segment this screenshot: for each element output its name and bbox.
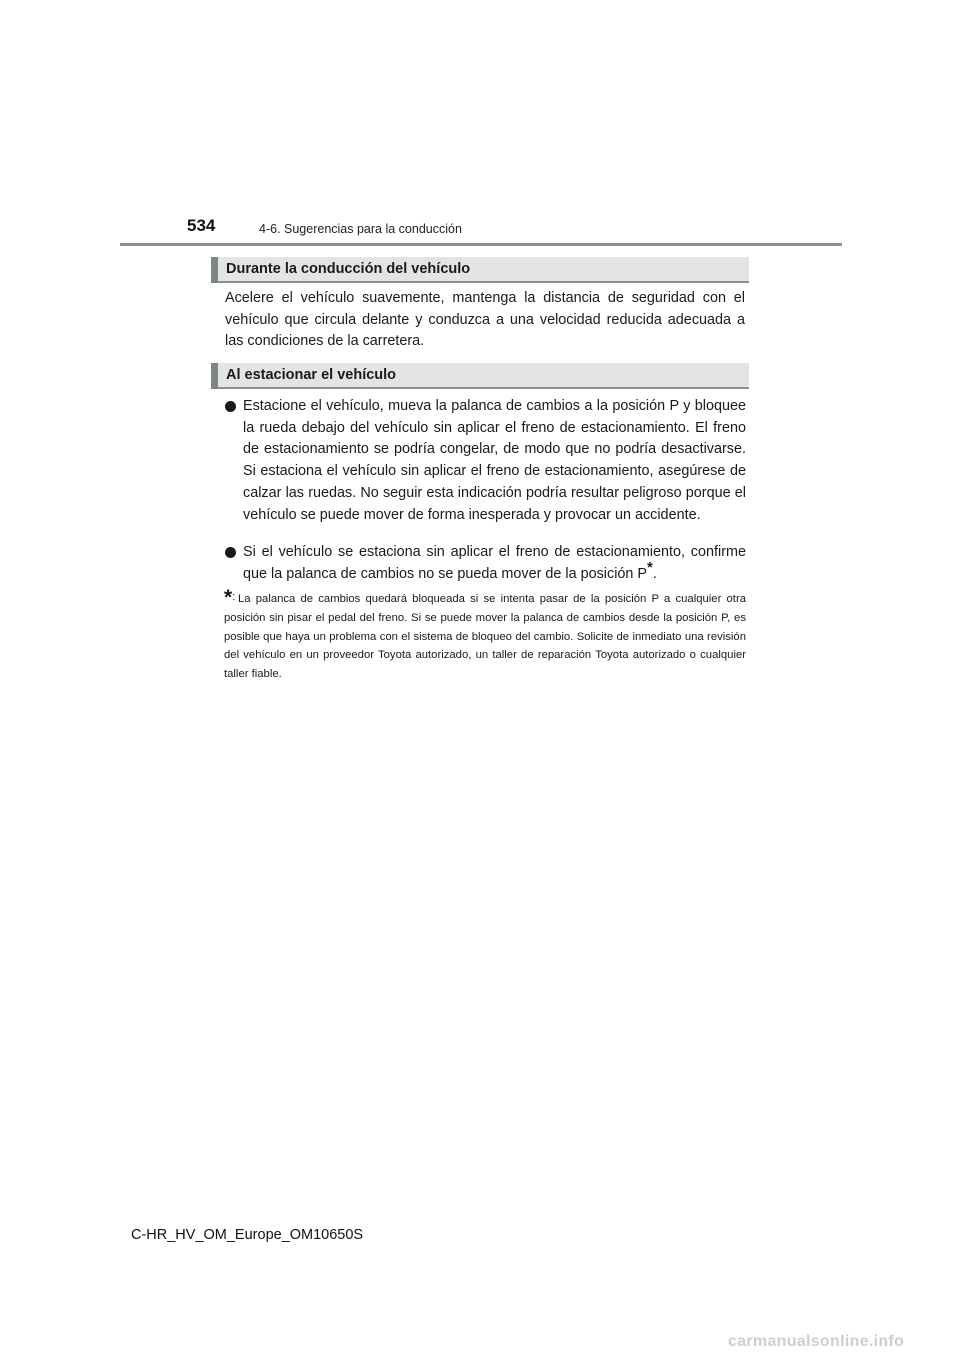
bullet-item — [225, 542, 746, 585]
footnote-reference-star: * — [647, 558, 653, 576]
driving-paragraph: Acelere el vehículo suavemente, mantenga la distancia de seguridad con el vehículo que circula delante y conduzca a una velocidad reducida adecuada a las condiciones de la carretera. — [225, 290, 745, 349]
watermark: carmanualsonline.info — [728, 1333, 905, 1350]
footnote-colon: : — [232, 591, 236, 603]
header-rule — [120, 243, 842, 246]
heading-accent — [211, 363, 218, 389]
section-heading-driving — [211, 257, 749, 283]
bullet-text-wrap: Si el vehículo se estaciona sin aplicar el freno de estacionamiento, confirme que la palanca de cambios no se pueda mover de la posición P*. — [243, 544, 746, 582]
footnote-marker — [224, 588, 235, 608]
footer-document-code: C-HR_HV_OM_Europe_OM10650S — [131, 1227, 364, 1243]
bullet-text: Estacione el vehículo, mueva la palanca de cambios a la posición P y bloquee la rueda debajo del vehículo sin aplicar el freno de estacionamiento. El freno de estacionamiento se podría congelar, de modo que no podría desactivarse. Si estaciona el vehículo sin aplicar el freno de estacionamiento, asegúrese de calzar las ruedas. No seguir esta indicación podría resultar peligroso porque el vehículo se puede mover de forma inesperada y provocar un accidente. — [243, 398, 746, 523]
section-heading-parking — [211, 363, 749, 389]
section-heading-title: Durante la conducción del vehículo — [226, 261, 471, 277]
footnote-text: La palanca de cambios quedará bloqueada si se intenta pasar de la posición P a cualquier otra posición sin pisar el pedal del freno. Si se puede mover la palanca de cambios desde la posición P, es posible que haya un problema con el sistema de bloqueo del cambio. Solicite de inmediato una revisión del vehículo en un proveedor Toyota autorizado, un taller de reparación Toyota autorizado o cualquier taller fiable. — [224, 593, 746, 681]
heading-accent — [211, 257, 218, 283]
section-heading-title: Al estacionar el vehículo — [226, 367, 397, 383]
bullet-item — [225, 396, 746, 526]
bullet-text: Si el vehículo se estaciona sin aplicar el freno de estacionamiento, confirme que la palanca de cambios no se pueda mover de la posición P — [243, 544, 746, 582]
bullet-dot-icon — [225, 401, 236, 412]
section-reference: 4-6. Sugerencias para la conducción — [259, 222, 462, 236]
footnote — [224, 586, 746, 684]
bullet-dot-icon — [225, 547, 236, 558]
footnote-star: * — [224, 586, 233, 609]
page-number: 534 — [187, 216, 216, 235]
